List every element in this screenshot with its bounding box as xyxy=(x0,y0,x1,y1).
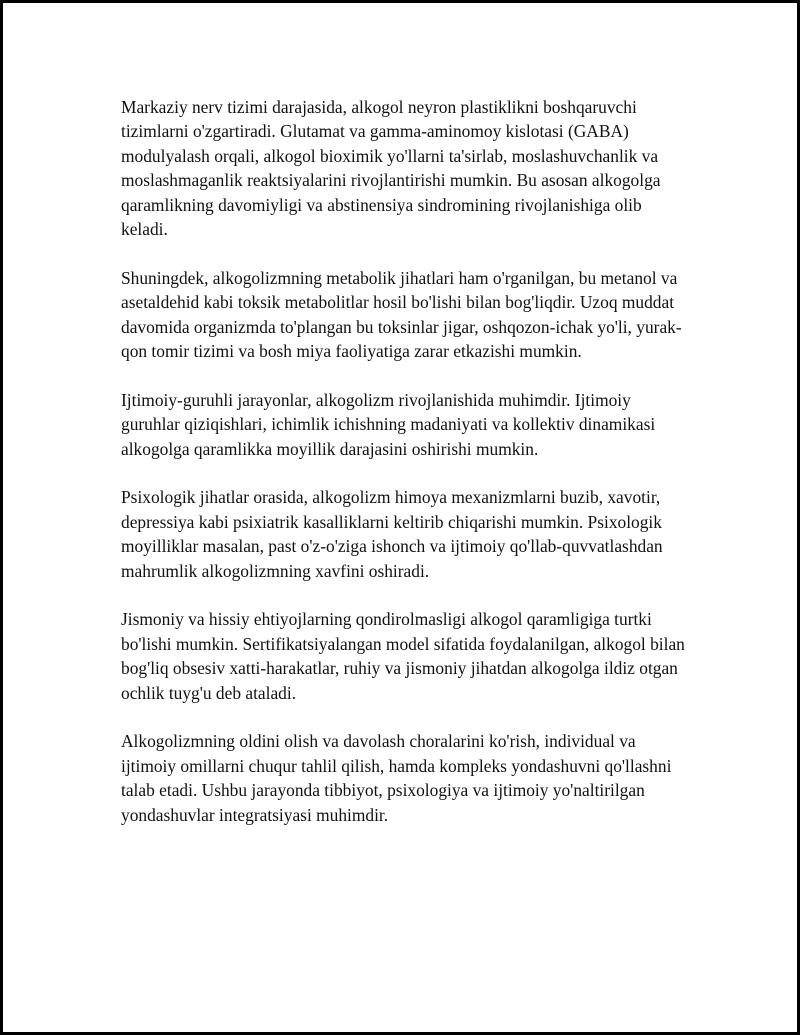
paragraph-4: Psixologik jihatlar orasida, alkogolizm himoya mexanizmlarni buzib, xavotir, depressiya kabi psixiatrik kasalliklarni keltirib chiqarishi mumkin. Psixologik moyilliklar masalan, past o'z-o'ziga ishonch va ijtimoiy qo'llab-quvvatlashdan mahrumlik alkogolizmning xavfini oshiradi. xyxy=(121,487,663,581)
paragraph-2: Shuningdek, alkogolizmning metabolik jihatlari ham o'rganilgan, bu metanol va asetaldehid kabi toksik metabolitlar hosil bo'lishi bilan bog'liqdir. Uzoq muddat davomida organizmda to'plangan bu toksinlar jigar, oshqozon-ichak yo'li, yurak-qon tomir tizimi va bosh miya faoliyatiga zarar etkazishi mumkin. xyxy=(121,267,682,362)
paragraph-6: Alkogolizmning oldini olish va davolash choralarini ko'rish, individual va ijtimoiy omillarni chuqur tahlil qilish, hamda kompleks yondashuvni qo'llashni talab etadi. Ushbu jarayonda tibbiyot, psixologiya va ijtimoiy yo'naltirilgan yondashuvlar integratsiyasi muhimdir. xyxy=(121,731,672,825)
paragraph-1: Markaziy nerv tizimi darajasida, alkogol neyron plastiklikni boshqaruvchi tizimlarni o'zgartiradi. Glutamat va gamma-aminomoy kislotasi (GABA) modulyalash orqali, alkogol bioximik yo'llarni ta'sirlab, moslashuvchanlik va moslashmaganlik reaktsiyalarini rivojlantirishi mumkin. Bu asosan alkogolga qaramlikning davomiyligi va abstinensiya sindromining rivojlanishiga olib keladi. xyxy=(121,97,661,240)
paragraph-5: Jismoniy va hissiy ehtiyojlarning qondirolmasligi alkogol qaramligiga turtki bo'lishi mumkin. Sertifikatsiyalangan model sifatida foydalanilgan, alkogol bilan bog'liq obsesiv xatti-harakatlar, ruhiy va jismoniy jihatdan alkogolga ildiz otgan ochlik tuyg'u deb ataladi. xyxy=(121,609,685,703)
document-body xyxy=(121,95,691,827)
paragraph-3: Ijtimoiy-guruhli jarayonlar, alkogolizm rivojlanishida muhimdir. Ijtimoiy guruhlar qiziqishlari, ichimlik ichishning madaniyati va kollektiv dinamikasi alkogolga qaramlikka moyillik darajasini oshirishi mumkin. xyxy=(121,389,656,459)
